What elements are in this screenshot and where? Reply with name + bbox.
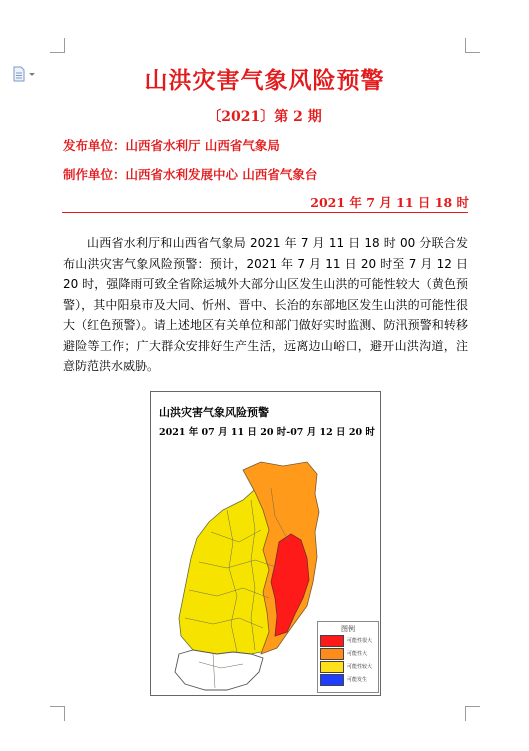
crop-mark-top-right [465, 38, 480, 53]
legend-label: 可能发生 [347, 677, 368, 683]
issuer-line [63, 136, 280, 154]
body-paragraph: 山西省水利厅和山西省气象局 2021 年 7 月 11 日 18 时 00 分联合发布山洪灾害气象风险预警：预计，2021 年 7 月 11 日 20 时至 7 月 12 日 20 时，强降雨可致全省除运城外大部分山区发生山洪的可能性较大（黄色预警），其中阳泉市及大同、忻州、晋中、长治的东部地区发生山洪的可能性很大（红色预警）。请上述地区有关单位和部门做好实时监测、防汛预警和转移避险等工作；广大群众安排好生产生活，远离边山峪口，避开山洪沟道，注意防范洪水威胁。 [63, 236, 468, 373]
crop-mark-bottom-left [50, 706, 65, 721]
crop-mark-bottom-right [465, 706, 480, 721]
legend-row [320, 634, 378, 647]
legend-swatch-moderate [320, 661, 344, 673]
issue-number: 〔2021〕第 2 期 [207, 109, 322, 125]
legend-row [320, 660, 378, 673]
map-title: 山洪灾害气象风险预警 [159, 406, 269, 419]
legend-label: 可能性大 [347, 651, 368, 657]
issuer-label: 发布单位： [63, 138, 126, 153]
legend-row [320, 673, 378, 686]
legend-swatch-possible [320, 674, 344, 686]
crop-mark-top-left [50, 38, 65, 53]
legend-row [320, 647, 378, 660]
warning-map-figure [150, 391, 381, 696]
legend-label: 可能性很大 [347, 638, 373, 644]
producer-line [63, 165, 317, 183]
producer-label: 制作单位： [63, 167, 126, 182]
divider-rule [62, 212, 468, 213]
document-title: 山洪灾害气象风险预警 [144, 67, 385, 94]
map-legend [317, 621, 379, 693]
legend-swatch-high [320, 648, 344, 660]
issue-date: 2021 年 7 月 11 日 18 时 [310, 195, 469, 210]
legend-swatch-very-high [320, 635, 344, 647]
producer-value: 山西省水利发展中心 山西省气象台 [125, 167, 318, 182]
legend-title: 图例 [341, 625, 355, 633]
issuer-value: 山西省水利厅 山西省气象局 [125, 138, 280, 153]
map-subtitle: 2021 年 07 月 11 日 20 时-07 月 12 日 20 时 [159, 427, 375, 438]
map-white-region [175, 650, 263, 690]
legend-label: 可能性较大 [347, 664, 373, 670]
